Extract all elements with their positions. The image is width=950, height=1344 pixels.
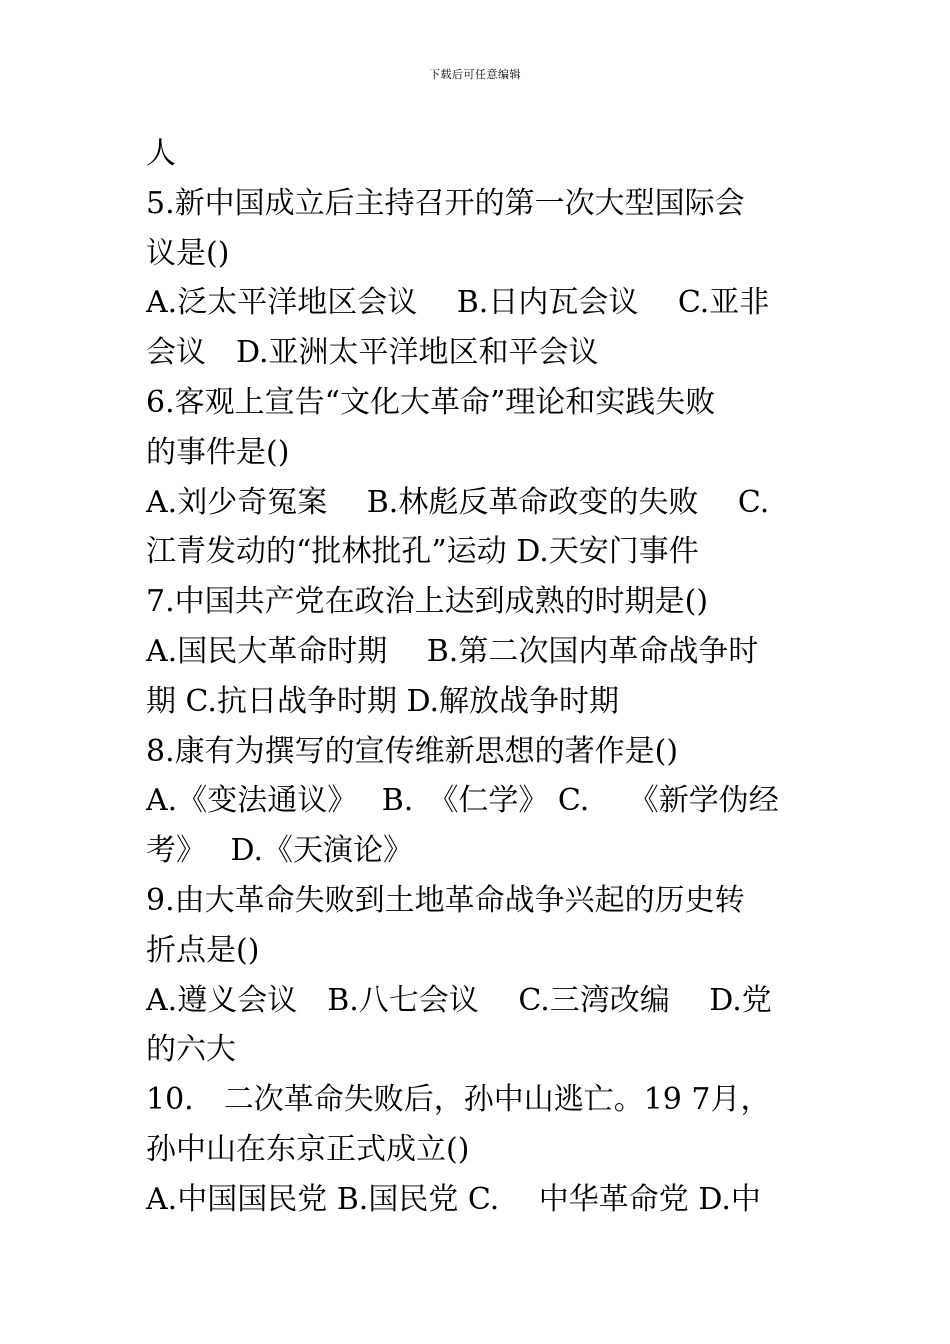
question-6-stem: 6.客观上宣告“文化大革命”理论和实践失败 <box>146 384 716 420</box>
question-6-options-cont: 江青发动的“批林批孔”运动 D.天安门事件 <box>146 534 699 570</box>
question-9-options: A.遵义会议 B.八七会议 C.三湾改编 D.党 <box>146 982 772 1018</box>
question-10-options: A.中国国民党 B.国民党 C. 中华革命党 D.中 <box>146 1181 761 1217</box>
question-7-options: A.国民大革命时期 B.第二次国内革命战争时 <box>146 633 759 669</box>
question-5-options: A.泛太平洋地区会议 B.日内瓦会议 C.亚非 <box>146 285 770 321</box>
question-10-stem-cont: 孙中山在东京正式成立() <box>146 1131 470 1167</box>
question-9-stem-cont: 折点是() <box>146 932 260 968</box>
question-9-options-cont: 的六大 <box>146 1032 236 1068</box>
question-9-stem: 9.由大革命失败到土地革命战争兴起的历史转 <box>146 882 745 918</box>
question-8-options-cont: 考》 D.《天演论》 <box>146 833 414 869</box>
text-line: 人 <box>146 136 176 171</box>
question-7-options-cont: 期 C.抗日战争时期 D.解放战争时期 <box>146 683 620 719</box>
question-8-options: A.《变法通议》 B. 《仁学》 C. 《新学伪经 <box>146 783 779 819</box>
document-body <box>146 129 826 1225</box>
question-8-stem: 8.康有为撰写的宣传维新思想的著作是() <box>146 733 679 769</box>
question-6-options: A.刘少奇冤案 B.林彪反革命政变的失败 C. <box>146 484 770 520</box>
question-10-stem: 10. 二次革命失败后，孙中山逃亡。19 7月， <box>146 1082 771 1118</box>
question-7-stem: 7.中国共产党在政治上达到成熟的时期是() <box>146 584 709 620</box>
question-6-stem-cont: 的事件是() <box>146 434 290 470</box>
question-5-stem: 5.新中国成立后主持召开的第一次大型国际会 <box>146 185 745 221</box>
question-5-stem-cont: 议是() <box>146 235 230 271</box>
question-5-options-cont: 会议 D.亚洲太平洋地区和平会议 <box>146 335 599 371</box>
page-header-note: 下载后可任意编辑 <box>429 68 521 81</box>
